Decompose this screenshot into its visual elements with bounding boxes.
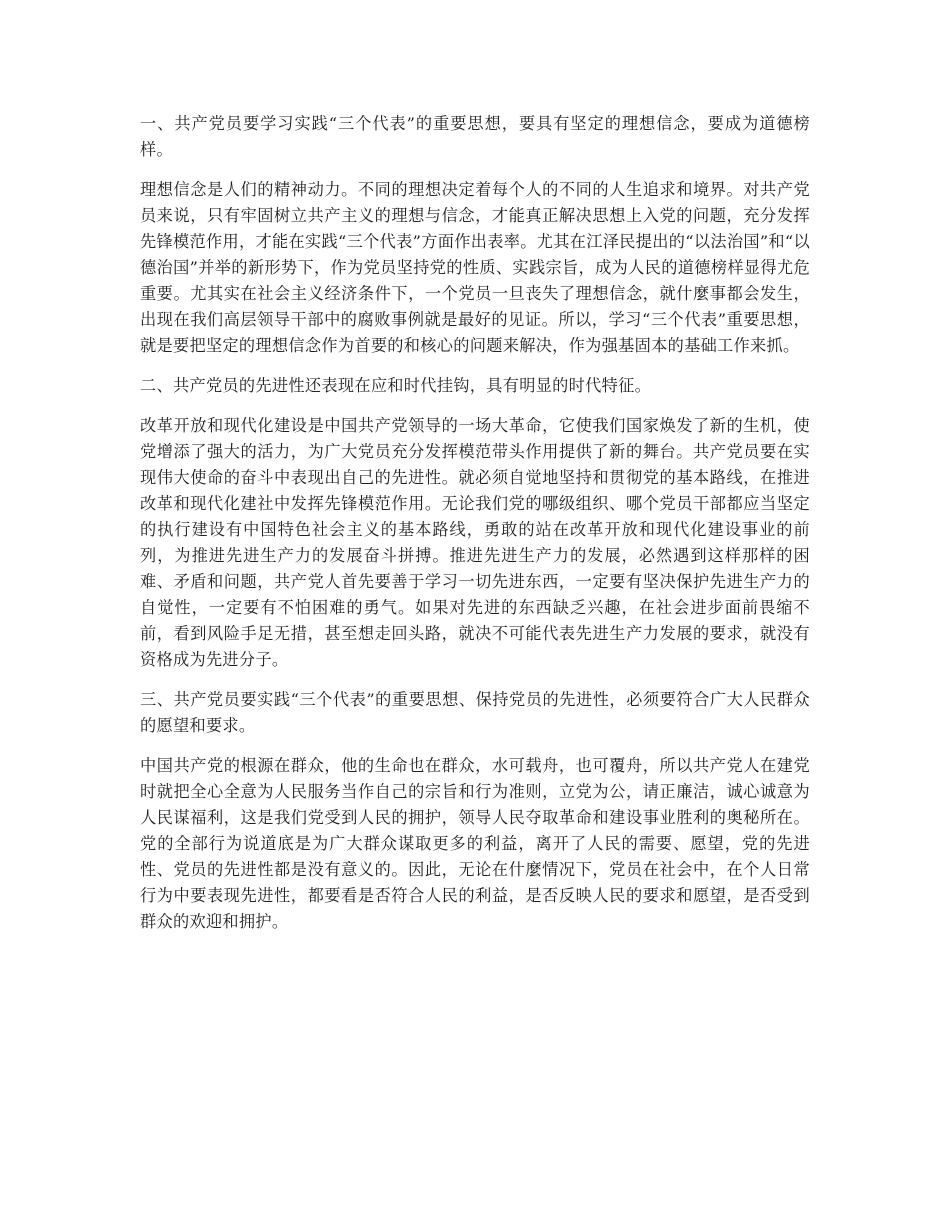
section-heading-1: 一、共产党员要学习实践“三个代表”的重要思想，要具有坚定的理想信念，要成为道德榜样。 (140, 114, 810, 159)
section-heading-2: 二、共产党员的先进性还表现在应和时代挂钩，具有明显的时代特征。 (140, 376, 652, 395)
body-paragraph-1: 理想信念是人们的精神动力。不同的理想决定着每个人的不同的人生追求和境界。对共产党员来说，只有牢固树立共产主义的理想与信念，才能真正解决思想上入党的问题，充分发挥先锋模范作用，才能在实践“三个代表”方面作出表率。尤其在江泽民提出的“以法治国”和“以德治国”并举的新形势下，作为党员坚持党的性质、实践宗旨，成为人民的道德榜样显得尤危重要。尤其实在社会主义经济条件下，一个党员一旦丧失了理想信念，就什麼事都会发生，出现在我们高层领导干部中的腐败事例就是最好的见证。所以，学习“三个代表”重要思想，就是要把坚定的理想信念作为首要的和核心的问题来解决，作为强基固本的基础工作来抓。 (140, 180, 810, 355)
body-paragraph-3: 中国共产党的根源在群众，他的生命也在群众，水可载舟，也可覆舟，所以共产党人在建党时就把全心全意为人民服务当作自己的宗旨和行为准则，立党为公，请正廉洁，诚心诚意为人民谋福利，这是我们党受到人民的拥护，领导人民夺取革命和建设事业胜利的奥秘所在。党的全部行为说道底是为广大群众谋取更多的利益，离开了人民的需要、愿望，党的先进性、党员的先进性都是没有意义的。因此，无论在什麼情况下，党员在社会中，在个人日常行为中要表现先进性，都要看是否符合人民的利益，是否反映人民的要求和愿望，是否受到群众的欢迎和拥护。 (140, 756, 810, 931)
document-body (140, 111, 810, 949)
body-paragraph-2: 改革开放和现代化建设是中国共产党领导的一场大革命，它使我们国家焕发了新的生机，使党增添了强大的活力，为广大党员充分发挥模范带头作用提供了新的舞台。共产党员要在实现伟大使命的奋斗中表现出自己的先进性。就必须自觉地坚持和贯彻党的基本路线，在推进改革和现代化建社中发挥先锋模范作用。无论我们党的哪级组织、哪个党员干部都应当坚定的执行建设有中国特色社会主义的基本路线，勇敢的站在改革开放和现代化建设事业的前列，为推进先进生产力的发展奋斗拼搏。推进先进生产力的发展，必然遇到这样那样的困难、矛盾和问题，共产党人首先要善于学习一切先进东西，一定要有坚决保护先进生产力的自觉性，一定要有不怕困难的勇气。如果对先进的东西缺乏兴趣，在社会进步面前畏缩不前，看到风险手足无措，甚至想走回头路，就决不可能代表先进生产力发展的要求，就没有资格成为先进分子。 (140, 416, 810, 669)
section-heading-3: 三、共产党员要实践“三个代表”的重要思想、保持党员的先进性，必须要符合广大人民群众的愿望和要求。 (140, 690, 810, 735)
